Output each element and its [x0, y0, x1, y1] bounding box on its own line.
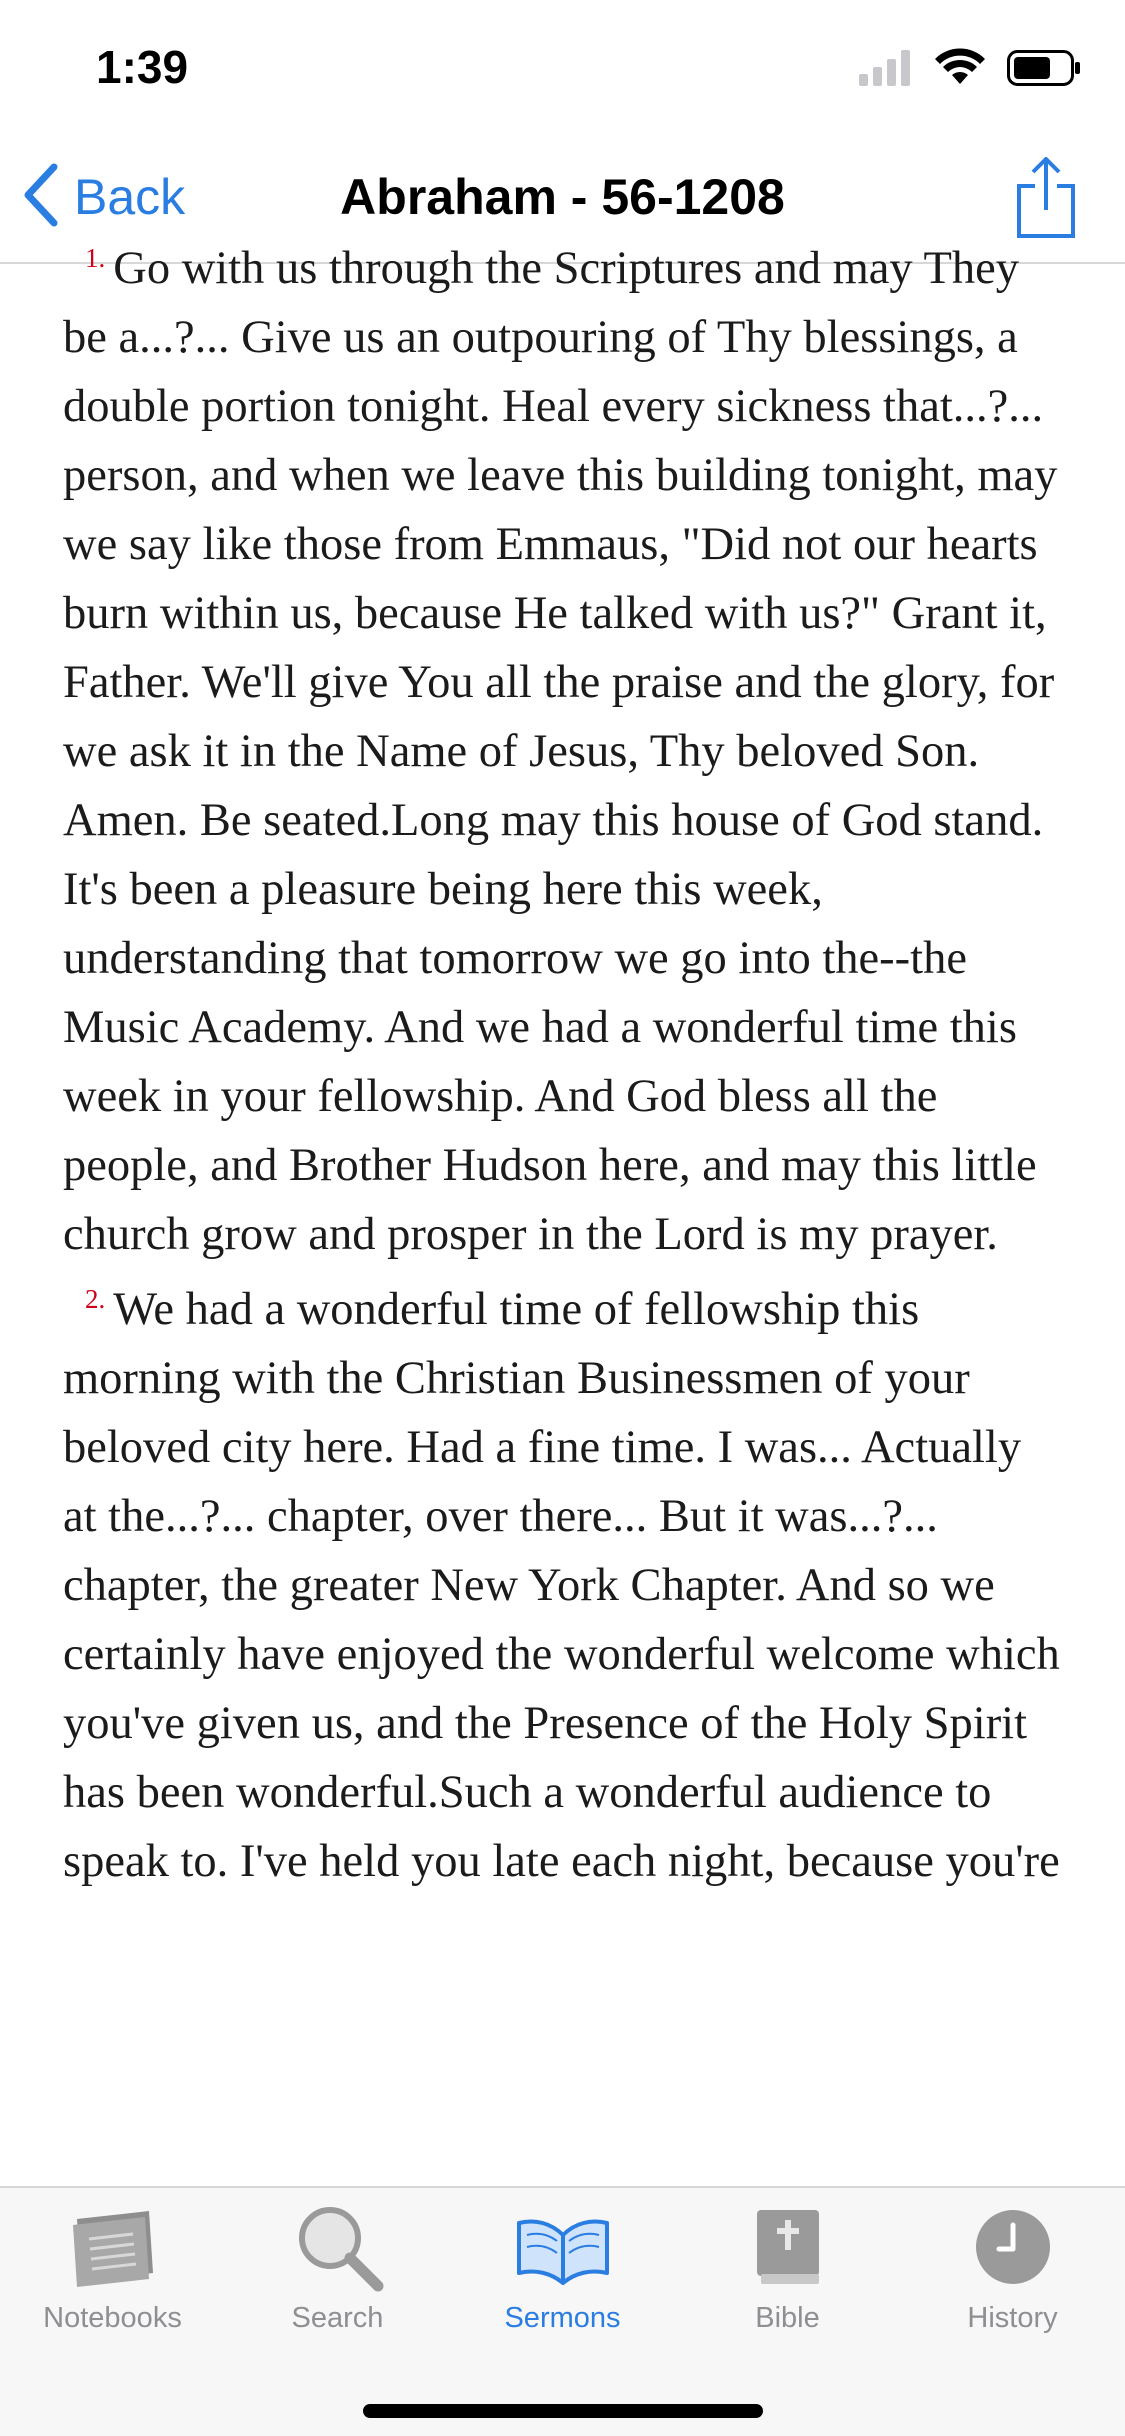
tab-bible[interactable] [675, 2188, 900, 2352]
tab-label: Notebooks [43, 2302, 182, 2334]
paragraph [63, 1275, 1063, 1896]
notebook-icon [63, 2202, 163, 2292]
open-book-icon [513, 2202, 613, 2292]
tab-search[interactable] [225, 2188, 450, 2352]
chevron-left-icon [22, 163, 60, 232]
battery-icon [1007, 50, 1081, 91]
tab-sermons[interactable] [450, 2188, 675, 2352]
signal-icon [859, 50, 913, 91]
back-button[interactable] [22, 162, 185, 232]
status-bar [0, 0, 1125, 132]
tab-label: Bible [755, 2302, 820, 2334]
paragraph-number: 2. [85, 1283, 106, 1314]
share-button[interactable] [1013, 156, 1079, 240]
paragraph-number: 1. [85, 242, 106, 273]
tab-history[interactable] [900, 2188, 1125, 2352]
wifi-icon [935, 50, 985, 91]
sermon-text [63, 234, 1063, 1902]
paragraph-text: Go with us through the Scriptures and may They be a...?... Give us an outpouring of Thy blessings, a double portion tonight. Heal every sickness that...?... person, and when we leave this building tonight, may we say like those from Emmaus, "Did not our hearts burn within us, because He talked with us?" Grant it, Father. We'll give You all the praise and the glory, for we ask it in the Name of Jesus, Thy beloved Son. Amen. Be seated.Long may this house of God stand. It's been a pleasure being here this week, understanding that tomorrow we go into the--the Music Academy. And we had a wonderful time this week in your fellowship. And God bless all the people, and Brother Hudson here, and may this little church grow and prosper in the Lord is my prayer. [63, 243, 1058, 1260]
paragraph-text: We had a wonderful time of fellowship this morning with the Christian Businessmen of your beloved city here. Had a fine time. I was... Actually at the...?... chapter, over there... But it was...?... chapter, the greater New York Chapter. And so we certainly have enjoyed the wonderful welcome which you've given us, and the Presence of the Holy Spirit has been wonderful.Such a wonderful audience to speak to. I've held you late each night, because you're [63, 1284, 1060, 1887]
clock-icon [963, 2202, 1063, 2292]
sermon-content[interactable] [0, 242, 1125, 2186]
magnifier-icon [288, 2202, 388, 2292]
tab-label: Sermons [504, 2302, 621, 2334]
status-time: 1:39 [96, 41, 189, 93]
share-icon [1013, 156, 1079, 240]
tab-label: Search [291, 2302, 384, 2334]
tab-notebooks[interactable] [0, 2188, 225, 2352]
paragraph [63, 234, 1063, 1269]
bible-icon [738, 2202, 838, 2292]
tab-label: History [967, 2302, 1058, 2334]
status-icons [859, 48, 1081, 92]
tab-bar [0, 2186, 1125, 2436]
page-title: Abraham - 56-1208 [340, 169, 785, 225]
home-indicator [363, 2404, 763, 2418]
back-label: Back [74, 169, 186, 225]
